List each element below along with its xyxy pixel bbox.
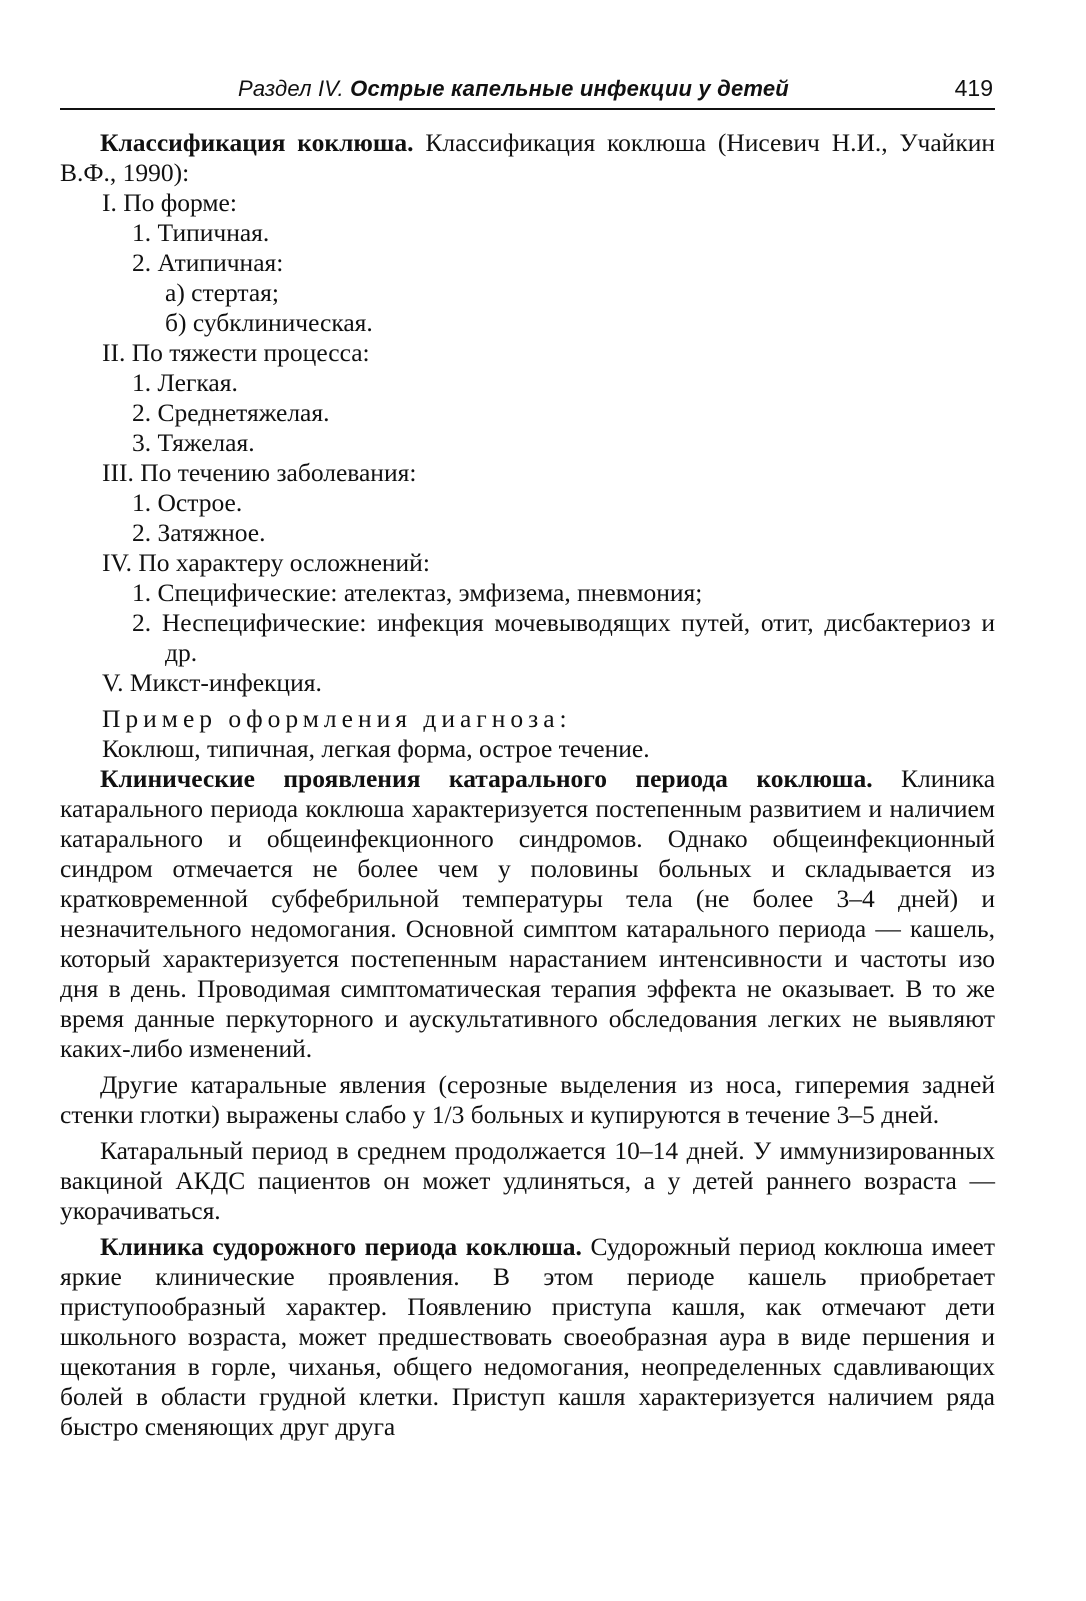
catarrhal-paragraph-1	[60, 764, 995, 1064]
convulsive-paragraph	[60, 1232, 995, 1442]
list-item: 2. Неспецифические: инфекция мочевыводящих путей, отит, дисбактериоз и др.	[132, 608, 995, 667]
list-item: 1. Острое.	[132, 488, 243, 517]
catarrhal-paragraph-2: Другие катаральные явления (серозные выделения из носа, гиперемия задней стенки глотки) выражены слабо у 1/3 больных и купируются в течение 3–5 дней.	[60, 1070, 995, 1129]
list-item: 2. Атипичная:	[132, 248, 284, 277]
classification-intro: Классификация коклюша (Нисевич Н.И., Учайкин В.Ф., 1990):	[60, 128, 995, 187]
list-item: II. По тяжести процесса:	[102, 338, 370, 367]
list-item: V. Микст-инфекция.	[102, 668, 322, 697]
list-item: I. По форме:	[102, 188, 237, 217]
catarrhal-paragraph-3: Катаральный период в среднем продолжается 10–14 дней. У иммунизированных вакциной АКДС пациентов он может удлиняться, а у детей раннего возраста — укорачиваться.	[60, 1136, 995, 1225]
convulsive-text: Судорожный период коклюша имеет яркие клинические проявления. В этом периоде кашель приобретает приступообразный характер. Появлению приступа кашля, как отмечают дети школьного возраста, может предшествовать своеобразная аура в виде першения и щекотания в горле, чиханья, общего недомогания, неопределенных сдавливающих болей в области грудной клетки. Приступ кашля характеризуется наличием ряда быстро сменяющих друг друга	[60, 1232, 995, 1441]
list-item: 1. Специфические: ателектаз, эмфизема, пневмония;	[132, 578, 703, 607]
body-text	[60, 128, 995, 1442]
classification-heading: Классификация коклюша.	[100, 128, 414, 157]
catarrhal-heading: Клинические проявления катарального периода коклюша.	[100, 764, 873, 793]
list-item: 1. Типичная.	[132, 218, 270, 247]
list-item: 1. Легкая.	[132, 368, 238, 397]
classification-paragraph	[60, 128, 995, 188]
diagnosis-example-label: Пример оформления диагноза:	[102, 704, 572, 733]
page-number: 419	[954, 75, 993, 101]
list-item: IV. По характеру осложнений:	[102, 548, 430, 577]
list-item: а) стертая;	[165, 278, 279, 307]
diagnosis-example-text: Коклюш, типичная, легкая форма, острое течение.	[102, 734, 650, 763]
section-label: Раздел IV.	[238, 76, 344, 101]
list-item: 2. Затяжное.	[132, 518, 266, 547]
running-header	[60, 72, 995, 110]
list-item: 2. Среднетяжелая.	[132, 398, 330, 427]
list-item: б) субклиническая.	[165, 308, 373, 337]
list-item: 3. Тяжелая.	[132, 428, 255, 457]
list-item: III. По течению заболевания:	[102, 458, 417, 487]
convulsive-heading: Клиника судорожного периода коклюша.	[100, 1232, 582, 1261]
chapter-title: Острые капельные инфекции у детей	[350, 76, 789, 101]
running-title	[238, 76, 789, 102]
catarrhal-text-1: Клиника катарального периода коклюша характеризуется постепенным развитием и наличием катарального и общеинфекционного синдромов. Однако общеинфекционный синдром отмечается не более чем у половины больных и складывается из кратковременной субфебрильной температуры тела (не более 3–4 дней) и незначительного недомогания. Основной симптом катарального периода — кашель, который характеризуется постепенным нарастанием интенсивности и частоты изо дня в день. Проводимая симптоматическая терапия эффекта не оказывает. В то же время данные перкуторного и аускультативного обследования легких не выявляют каких-либо изменений.	[60, 764, 996, 1063]
